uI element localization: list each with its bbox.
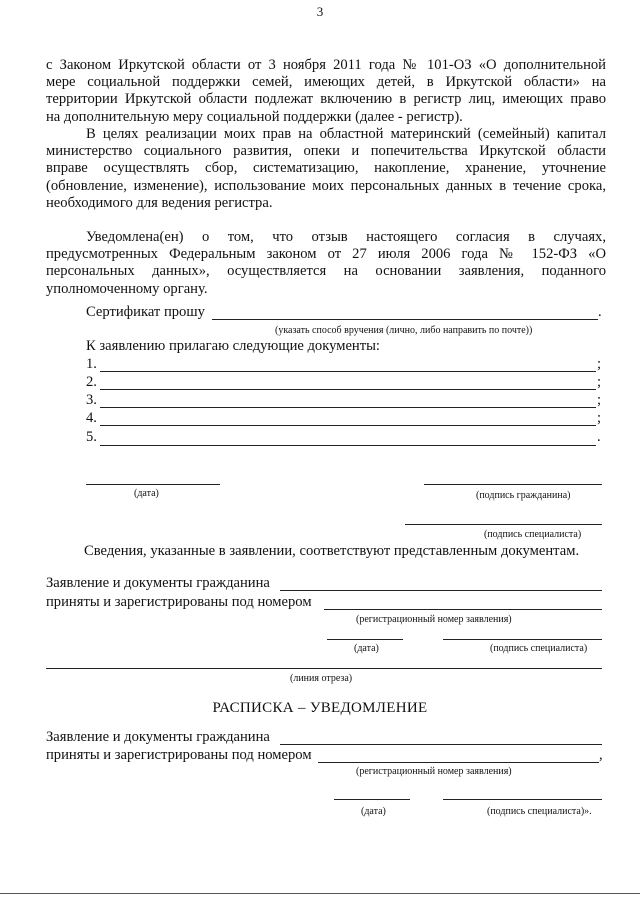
registration-number-field[interactable] [324, 609, 602, 610]
receipt-specialist-field[interactable] [443, 799, 602, 800]
receipt-line-1: Заявление и документы гражданина [46, 729, 270, 745]
text-line: необходимого для ведения регистра. [46, 194, 273, 211]
text-line: территории Иркутской области подлежат включению в регистр лиц, имеющих право [46, 91, 606, 108]
doc-item-number: 2. [86, 374, 97, 390]
citizen-signature-caption: (подпись гражданина) [476, 490, 571, 501]
receipt-citizen-name-field[interactable] [280, 744, 602, 745]
registration-specialist-field[interactable] [443, 639, 602, 640]
receipt-date-field[interactable] [334, 799, 410, 800]
date-field[interactable] [86, 484, 220, 485]
text-line: предусмотренных Федеральным законом от 27 июля 2006 года № 152-ФЗ «О [46, 246, 606, 263]
registration-specialist-caption: (подпись специалиста) [490, 643, 588, 654]
text-line: персональных данных», осуществляется на основании заявления, поданного [46, 263, 606, 280]
doc-item-number: 5. [86, 429, 97, 445]
text-line: В целях реализации моих прав на областной материнский (семейный) капитал [86, 126, 606, 142]
registration-line-2: приняты и зарегистрированы под номером [46, 594, 312, 610]
text-line: мере социальной поддержки семей, имеющих детей, в Иркутской области» на [46, 74, 606, 91]
doc-item-number: 3. [86, 392, 97, 408]
paragraph-law [46, 57, 606, 126]
doc-item-field-5[interactable] [100, 445, 596, 446]
receipt-line-2: приняты и зарегистрированы под номером [46, 747, 312, 763]
doc-item-field-1[interactable] [100, 371, 596, 372]
registration-line-1: Заявление и документы гражданина [46, 575, 270, 591]
doc-item-end: ; [597, 392, 602, 408]
receipt-title: РАСПИСКА – УВЕДОМЛЕНИЕ [212, 700, 428, 716]
text-line: с Законом Иркутской области от 3 ноября 2011 года № 101-ОЗ «О дополнительной [46, 57, 606, 73]
cut-line [46, 668, 602, 669]
specialist-signature-caption: (подпись специалиста) [484, 529, 582, 540]
certificate-hint: (указать способ вручения (лично, либо направить по почте)) [275, 325, 533, 336]
certificate-end-mark: . [598, 304, 602, 320]
specialist-signature-field[interactable] [405, 524, 602, 525]
citizen-name-field[interactable] [280, 590, 602, 591]
receipt-specialist-caption: (подпись специалиста)». [487, 806, 592, 817]
date-caption: (дата) [134, 488, 159, 499]
page-bottom-edge [0, 893, 640, 894]
doc-item-field-3[interactable] [100, 407, 596, 408]
documents-label: К заявлению прилагаю следующие документы: [86, 338, 380, 354]
citizen-signature-field[interactable] [424, 484, 602, 485]
page-number: 3 [316, 4, 324, 19]
registration-date-field[interactable] [327, 639, 403, 640]
doc-item-end: ; [597, 356, 602, 372]
doc-item-field-2[interactable] [100, 389, 596, 390]
certificate-method-field[interactable] [212, 319, 598, 320]
receipt-end-mark: , [599, 747, 603, 763]
text-line: на дополнительную меру социальной поддержки (далее - регистр). [46, 108, 463, 125]
text-line: Уведомлена(ен) о том, что отзыв настоящего согласия в случаях, [86, 229, 606, 245]
receipt-date-caption: (дата) [361, 806, 386, 817]
registration-number-caption: (регистрационный номер заявления) [356, 614, 512, 625]
doc-item-number: 1. [86, 356, 97, 372]
doc-item-end: ; [597, 410, 602, 426]
receipt-registration-number-field[interactable] [318, 762, 599, 763]
doc-item-number: 4. [86, 410, 97, 426]
receipt-number-caption: (регистрационный номер заявления) [356, 766, 512, 777]
doc-item-field-4[interactable] [100, 425, 596, 426]
text-line: вправе осуществлять сбор, систематизацию, накопление, хранение, уточнение [46, 160, 606, 177]
certificate-label: Сертификат прошу [86, 304, 205, 320]
verification-statement: Сведения, указанные в заявлении, соответствуют представленным документам. [84, 543, 580, 559]
doc-item-end: . [597, 429, 601, 445]
paragraph-notice [46, 229, 606, 298]
text-line: (обновление, изменение), использование моих персональных данных в течение срока, [46, 177, 606, 194]
doc-item-end: ; [597, 374, 602, 390]
registration-date-caption: (дата) [354, 643, 379, 654]
paragraph-consent [46, 126, 606, 212]
text-line: уполномоченному органу. [46, 280, 208, 297]
cut-line-caption: (линия отреза) [290, 673, 353, 684]
text-line: министерство социального развития, опеки и попечительства Иркутской области [46, 143, 606, 160]
